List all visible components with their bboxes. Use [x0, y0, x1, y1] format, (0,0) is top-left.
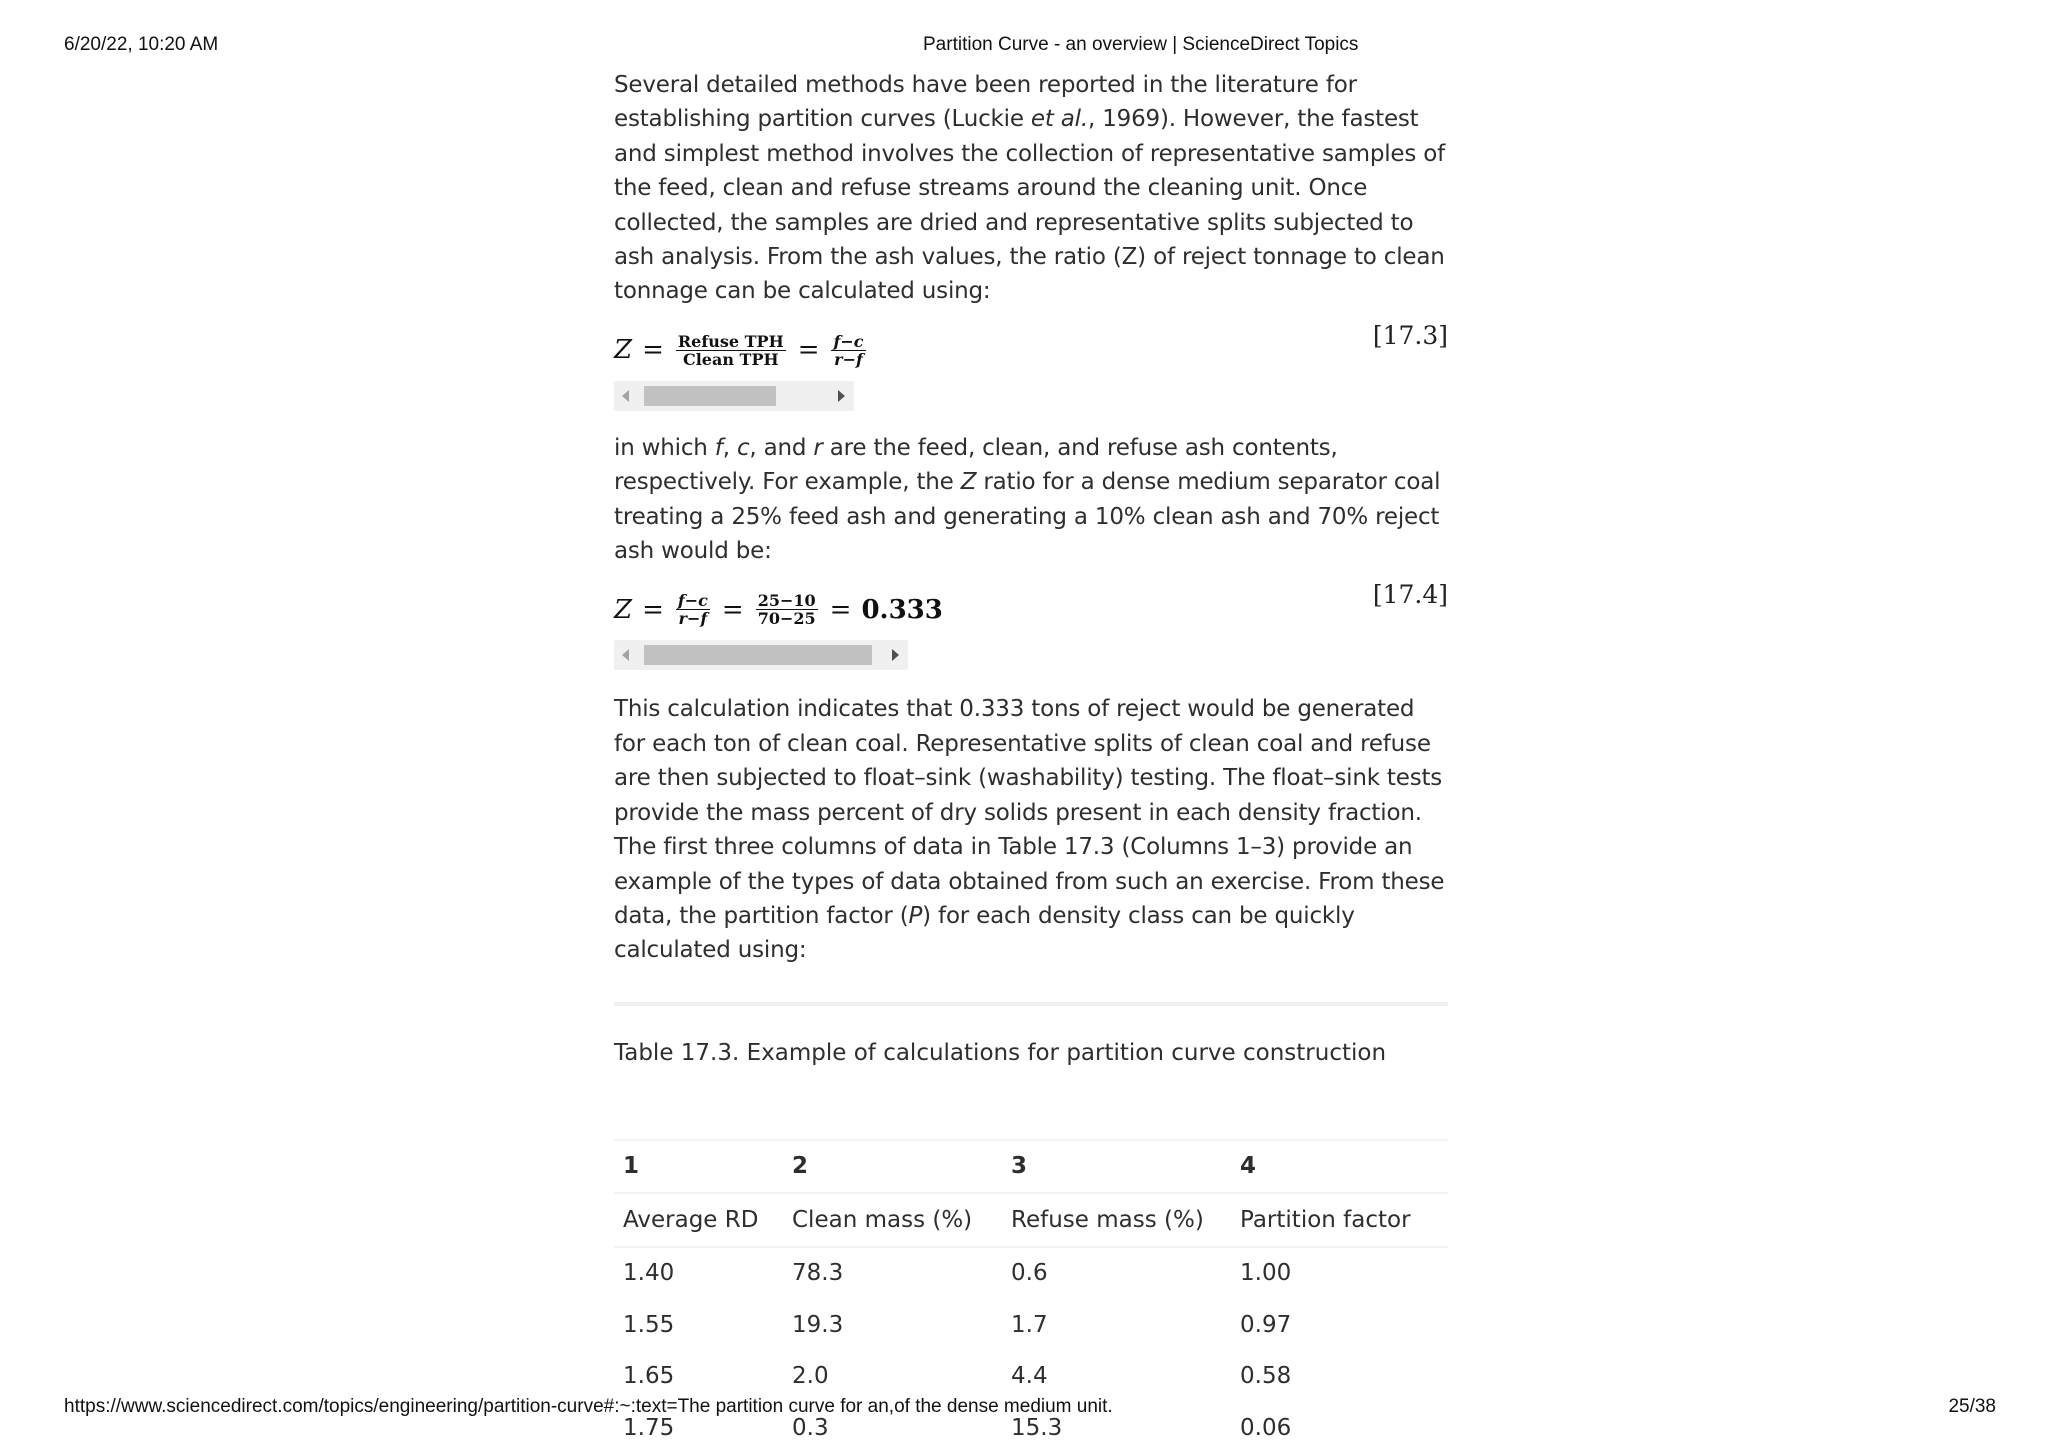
table-cell: 1.65 [623, 1363, 675, 1390]
paragraph-text: ) for each density class can be quickly calculated using: [614, 902, 1355, 964]
equation-formula [614, 333, 868, 368]
table-cell: 1.00 [1240, 1260, 1292, 1287]
print-page-number: 25/38 [1948, 1396, 1996, 1417]
print-datetime: 6/20/22, 10:20 AM [64, 34, 219, 55]
table-cell: 0.58 [1240, 1363, 1292, 1390]
table-row [614, 1299, 1448, 1351]
fraction [676, 333, 786, 368]
fraction-numerator: Refuse TPH [677, 331, 784, 351]
equation-result: 0.333 [861, 594, 943, 625]
table-cell: 0.6 [1011, 1260, 1048, 1287]
fraction-denominator: r−f [678, 609, 708, 629]
italic-text: P [908, 902, 923, 929]
italic-text: et al. [1030, 106, 1088, 133]
equals-sign: = [721, 594, 744, 625]
scroll-left-arrow-icon[interactable] [622, 649, 629, 661]
italic-text: f [714, 434, 723, 461]
equation-number: [17.3] [1372, 320, 1448, 350]
article-content [614, 68, 1448, 1454]
paragraph-text: in which [614, 434, 715, 461]
equals-sign: = [829, 594, 852, 625]
table-cell: 1.55 [623, 1311, 675, 1338]
paragraph-text: , 1969). However, the fastest and simplest method involves the collection of representative samples of the feed, clean and refuse streams around the cleaning unit. Once collected, the samples are dried and representative splits subjected to ash analysis. From the ash values, the ratio (Z) of reject tonnage to clean tonnage can be calculated using: [614, 106, 1446, 305]
equals-sign: = [642, 594, 664, 625]
equals-sign: = [797, 335, 820, 366]
fraction-denominator: Clean TPH [682, 349, 779, 369]
scrollbar-thumb[interactable] [644, 645, 872, 665]
table-cell: 1.75 [623, 1414, 675, 1441]
scroll-right-arrow-icon[interactable] [838, 390, 845, 402]
equation-number: [17.4] [1372, 580, 1448, 610]
table-cell: 15.3 [1011, 1414, 1063, 1441]
paragraph-ash-contents [614, 431, 1448, 569]
section-divider [614, 1002, 1448, 1006]
italic-text: Z [960, 469, 977, 496]
table-cell: 78.3 [792, 1260, 844, 1287]
paragraph-text: Several detailed methods have been reported in the literature for establishing partition curves (Luckie [614, 72, 1357, 133]
table-cell: 4.4 [1011, 1363, 1048, 1390]
fraction [756, 592, 818, 627]
table-header-row [614, 1193, 1448, 1247]
fraction-numerator: 25−10 [757, 591, 816, 611]
paragraph-text: This calculation indicates that 0.333 tons of reject would be generated for each ton of clean coal. Representative splits of clean coal and refuse are then subjected to float–sink (washability) testing. The float–sink tests provide the mass percent of dry solids present in each density fraction. The first three columns of data in Table 17.3 (Columns 1–3) provide an example of the types of data obtained from such an exercise. From these data, the partition factor ( [614, 696, 1445, 929]
paragraph-text: , and [749, 434, 814, 461]
equation-scrollbar[interactable] [614, 381, 854, 411]
column-number: 1 [614, 1140, 783, 1193]
column-header: Refuse mass (%) [1002, 1193, 1231, 1247]
table-cell: 1.7 [1011, 1311, 1048, 1338]
fraction-numerator: f−c [677, 591, 708, 611]
equation-17-3 [614, 320, 1448, 381]
italic-text: r [813, 434, 823, 461]
scroll-left-arrow-icon[interactable] [622, 390, 629, 402]
scroll-right-arrow-icon[interactable] [892, 649, 899, 661]
table-cell: 0.97 [1240, 1311, 1292, 1338]
column-header: Clean mass (%) [783, 1193, 1002, 1247]
equation-17-4 [614, 580, 1448, 640]
column-number: 4 [1231, 1140, 1448, 1193]
fraction [676, 592, 710, 627]
scrollbar-thumb[interactable] [644, 386, 776, 406]
fraction-numerator: f−c [833, 331, 864, 351]
table-cell: 0.06 [1240, 1414, 1292, 1441]
table-row [614, 1247, 1448, 1300]
table-cell: 2.0 [792, 1363, 829, 1390]
equation-formula [614, 592, 943, 627]
column-header: Partition factor [1231, 1193, 1448, 1247]
equation-symbol: Z [614, 335, 633, 366]
paragraph-text: are the feed, clean, and refuse ash contents, respectively. For example, the [614, 434, 1338, 496]
table-cell: 19.3 [792, 1311, 844, 1338]
table-cell: 0.3 [792, 1414, 829, 1441]
print-page-title: Partition Curve - an overview | ScienceDirect Topics [923, 34, 1359, 55]
equals-sign: = [642, 335, 664, 366]
table-cell: 1.40 [623, 1260, 675, 1287]
paragraph-text: ratio for a dense medium separator coal treating a 25% feed ash and generating a 10% clean ash and 70% reject ash would be: [614, 469, 1441, 565]
equation-scrollbar[interactable] [614, 640, 908, 670]
paragraph-methods [614, 68, 1448, 309]
italic-text: c [736, 434, 750, 461]
paragraph-text: , [722, 434, 737, 461]
table-row [614, 1351, 1448, 1403]
fraction-denominator: 70−25 [757, 609, 816, 629]
column-header: Average RD [614, 1193, 783, 1247]
column-number: 2 [783, 1140, 1002, 1193]
table-column-numbers [614, 1140, 1448, 1193]
equation-symbol: Z [614, 594, 633, 625]
paragraph-calculation [614, 692, 1448, 967]
print-page-url: https://www.sciencedirect.com/topics/engineering/partition-curve#:~:text=The partition curve for an,of the dense medium unit. [64, 1396, 1113, 1417]
fraction [831, 333, 865, 368]
fraction-denominator: r−f [834, 349, 863, 369]
column-number: 3 [1002, 1140, 1231, 1193]
table-caption: Table 17.3. Example of calculations for partition curve construction [614, 1039, 1387, 1066]
